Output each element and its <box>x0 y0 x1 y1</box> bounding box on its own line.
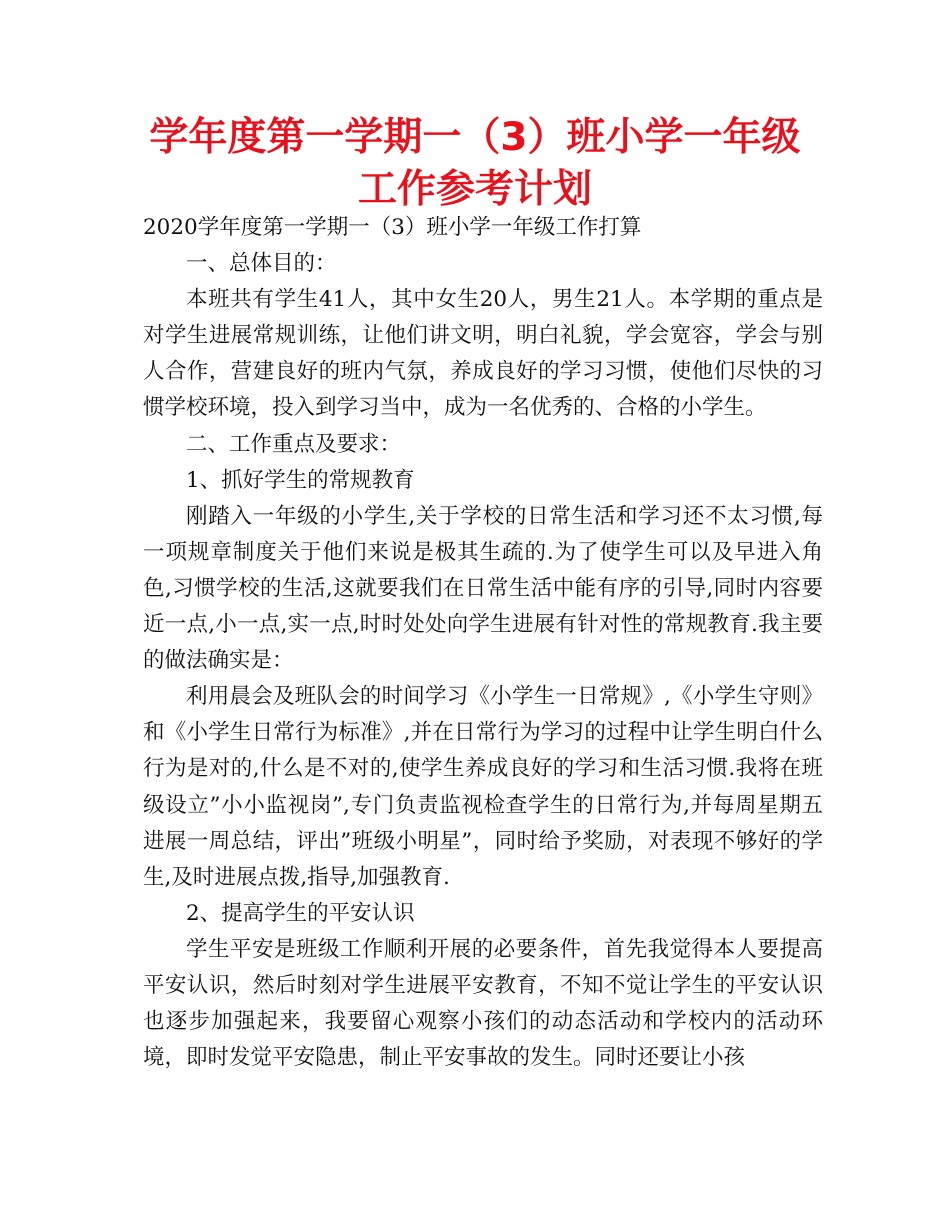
subtitle-line: 2020学年度第一学期一（3）班小学一年级工作打算 <box>143 215 642 240</box>
subheading-routine-education: 1、抓好学生的常规教育 <box>186 467 415 493</box>
paragraph-class-overview: 本班共有学生41人，其中女生20人，男生21人。本学期的重点是对学生进展常规训练，让他们讲文明，明白礼貌，学会宽容，学会与别人合作，营建良好的班内气氛，养成良好的学习习惯，使他们尽快的习惯学校环境，投入到学习当中，成为一名优秀的、合格的小学生。 <box>143 287 823 421</box>
paragraph-daily-rules: 利用晨会及班队会的时间学习《小学生一日常规》,《小学生守则》和《小学生日常行为标准》,并在日常行为学习的过程中让学生明白什么行为是对的,什么是不对的,使学生养成良好的学习和生活习惯.我将在班级设立”小小监视岗”,专门负责监视检查学生的日常行为,并每周星期五进展一周总结，评出”班级小明星”，同时给予奖励，对表现不够好的学生,及时进展点拨,指导,加强教育. <box>143 684 823 890</box>
document-title: 学年度第一学期一（3）班小学一年级工作参考计划 <box>149 115 801 212</box>
section-heading-goals: 一、总体目的： <box>186 251 337 277</box>
subheading-safety-awareness: 2、提高学生的平安认识 <box>186 900 415 926</box>
paragraph-safety-awareness: 学生平安是班级工作顺利开展的必要条件，首先我觉得本人要提高平安认识，然后时刻对学生进展平安教育，不知不觉让学生的平安认识也逐步加强起来，我要留心观察小孩们的动态活动和学校内的活动环境，即时发觉平安隐患，制止平安事故的发生。同时还要让小孩 <box>143 936 823 1071</box>
paragraph-routine-education: 刚踏入一年级的小学生,关于学校的日常生活和学习还不太习惯,每一项规章制度关于他们来说是极其生疏的.为了使学生可以及早进入角色,习惯学校的生活,这就要我们在日常生活中能有序的引导,同时内容要近一点,小一点,实一点,时时处处向学生进展有针对性的常规教育.我主要的做法确实是： <box>143 503 823 674</box>
document-body <box>143 210 823 1076</box>
section-heading-focus: 二、工作重点及要求： <box>186 431 402 457</box>
